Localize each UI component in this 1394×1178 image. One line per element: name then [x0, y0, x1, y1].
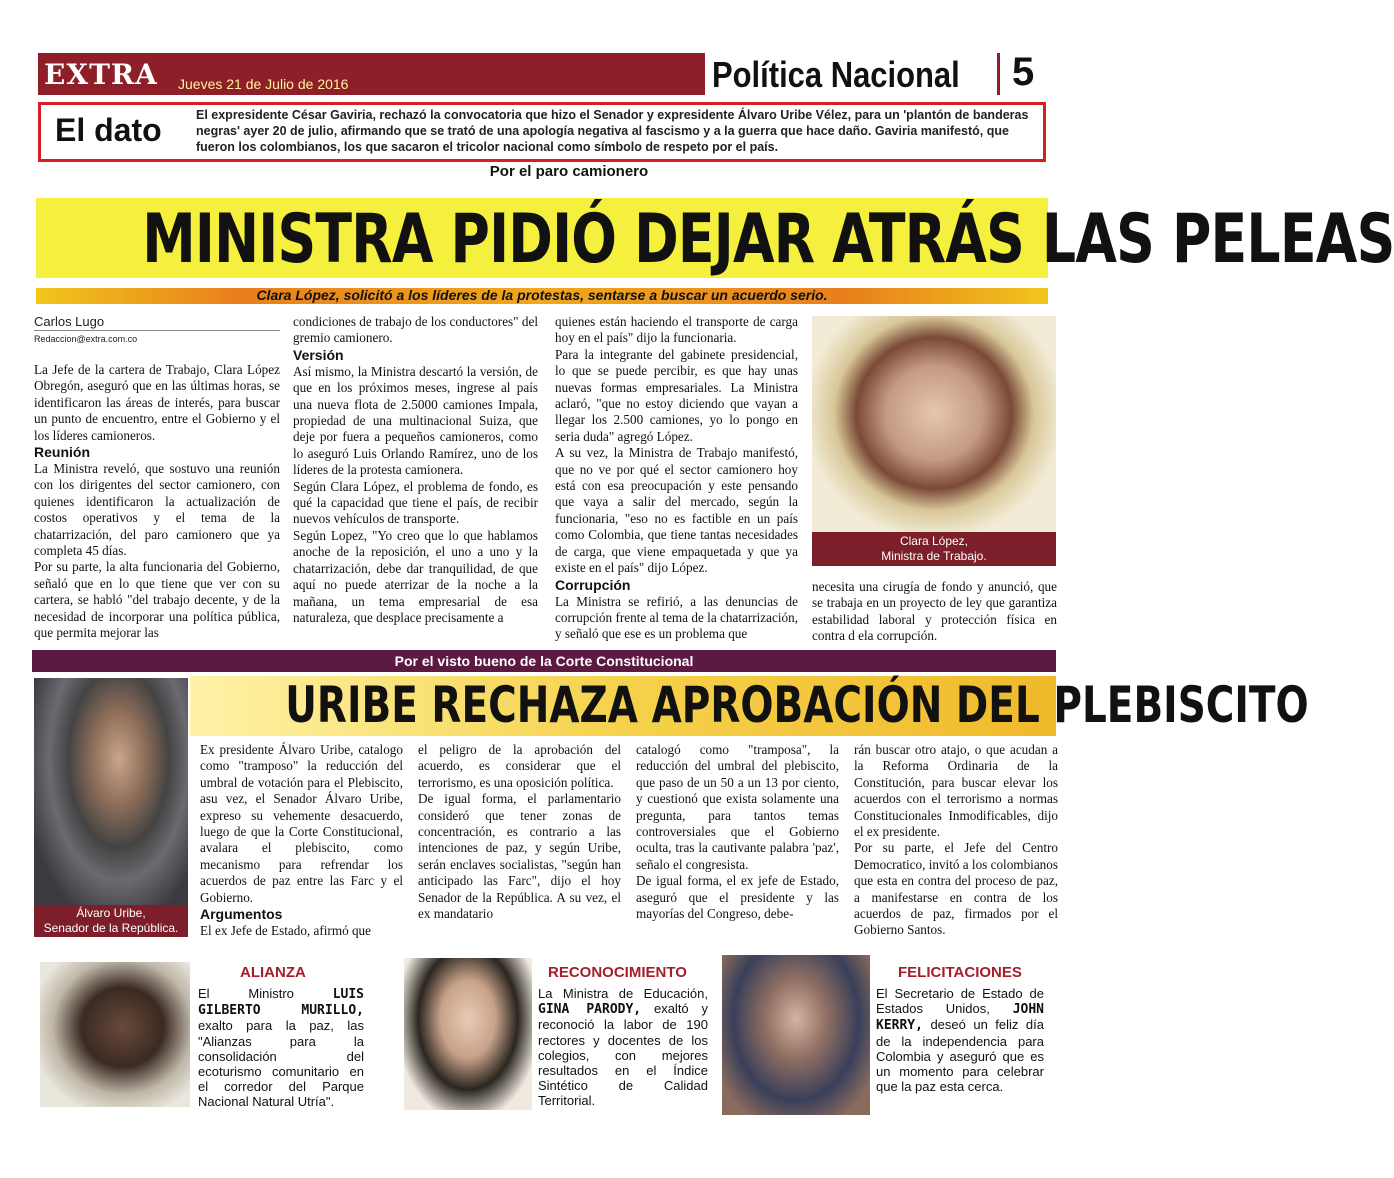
- paragraph: A su vez, la Ministra de Trabajo manifestó, que no ve por qué el sector camionero hoy está con esa preocupación y este pensando que vaya a salir del mercado, según la funcionaria, "eso no es factible en un país como Colombia, que tiene tantas necesidades de carga, que viene empaquetada y que ya existe en el país" dijo López.: [555, 445, 798, 576]
- paragraph: La Ministra reveló, que sostuvo una reunión con los dirigentes del sector camionero, con quienes identificaron la actualización de costos operativos y el tema de la chatarrización, del paro camionero que ya completa 45 días.: [34, 461, 280, 559]
- paragraph: Por su parte, la alta funcionaria del Gobierno, señaló que en lo que tiene que ver con su cartera, se habló "del trabajo decente, y de la necesidad de incorporar una política pública, que permita mejorar las: [34, 559, 280, 641]
- subheading: Reunión: [34, 444, 90, 461]
- story2-column-1: [200, 742, 403, 939]
- caption-line: Ministra de Trabajo.: [881, 549, 987, 563]
- box-heading: FELICITACIONES: [898, 964, 1022, 981]
- story1-headline: MINISTRA PIDIÓ DEJAR ATRÁS LAS PELEAS: [142, 200, 1394, 279]
- story2-headline: URIBE RECHAZA APROBACIÓN DEL PLEBISCITO: [285, 676, 1309, 734]
- paragraph: De igual forma, el ex jefe de Estado, aseguró que el presidente y las mayorías del Congreso, debe-: [636, 873, 839, 922]
- subheading: Argumentos: [200, 906, 283, 923]
- paragraph: La Ministra se refirió, a las denuncias de corrupción frente al tema de la chatarrización, y señaló que ese es un problema que: [555, 593, 798, 642]
- box-text-rest: deseó un feliz día de la independencia para Colombia y aseguró que es un momento para celebrar que la paz esta cerca.: [876, 1017, 1044, 1095]
- story1-kicker: Por el paro camionero: [489, 163, 649, 180]
- paragraph: Ex presidente Álvaro Uribe, catalogo como "tramposo" la reducción del umbral de votación para el Plebiscito, asu vez, el Senador Álvaro Uribe, expreso su vehemente desacuerdo, luego de que la Corte Constitucional, avalara el plebiscito, como mecanismo para refrendar los acuerdos de paz entre las Farc y el Gobierno.: [200, 742, 403, 905]
- caption-line: Senador de la República.: [43, 921, 179, 935]
- page-number: 5: [1012, 50, 1035, 94]
- paragraph: el peligro de la aprobación del acuerdo, es considerar que el terrorismo, es una oposición política.: [418, 742, 621, 790]
- caption-line: Álvaro Uribe,: [76, 906, 146, 920]
- story1-column-1: [34, 362, 280, 642]
- subheading: Corrupción: [555, 576, 631, 593]
- story1-column-3: [555, 314, 798, 643]
- dato-text: El expresidente César Gaviria, rechazó la convocatoria que hizo el Senador y expresidente Álvaro Uribe Vélez, para un 'plantón de banderas negras' ayer 20 de julio, afirmando que se trató de una apología negativa al fascismo y a la guerra que hace daño. Gaviria manifestó, que fueron los colombianos, los que sacaron el tricolor nacional como símbolo de respeto por el país.: [196, 108, 1029, 154]
- photo-caption: [34, 906, 188, 936]
- paragraph: catalogó como "tramposa", la reducción del umbral del plebiscito, que paso de un 50 a un 13 por ciento, y cuestionó que exista solamente una pregunta, para tantos temas controversiales que el Gobierno oculta, tras la cautivante palabra 'paz', señalo el congresista.: [636, 742, 839, 872]
- box-heading: RECONOCIMIENTO: [548, 964, 687, 981]
- gina-parody-photo: [404, 958, 532, 1110]
- author-email: Redaccion@extra.com.co: [34, 334, 138, 344]
- box-name: LUIS GILBERTO MURILLO,: [198, 987, 364, 1019]
- paragraph: condiciones de trabajo de los conductores" del gremio camionero.: [293, 314, 538, 346]
- story1-column-2: [293, 314, 538, 626]
- box-text: [876, 986, 1044, 1094]
- story2-column-3: [636, 742, 839, 922]
- story2-kicker: Por el visto bueno de la Corte Constitucional: [394, 653, 694, 669]
- author-name: Carlos Lugo: [34, 314, 105, 329]
- paragraph: quienes están haciendo el transporte de carga hoy en el país" dijo la funcionaria.: [555, 314, 798, 346]
- paragraph: rán buscar otro atajo, o que acudan a la Reforma Ordinaria de la Constitución, para buscar elevar los acuerdos con el terrorismo a normas Constitucionales Inmodificables, dijo el ex presidente.: [854, 742, 1058, 840]
- subheading: Versión: [293, 346, 344, 363]
- paragraph: De igual forma, el parlamentario consideró que tener zonas de concentración, es contrario a las intenciones de paz, y según Uribe, serán enclaves socialistas, "según han anticipado las Farc", dijo el hoy Senador de la República. A su vez, el ex mandatario: [418, 791, 621, 922]
- story1-subhead: Clara López, solicitó a los líderes de la protestas, sentarse a buscar un acuerdo serio.: [256, 287, 828, 303]
- paragraph: Así mismo, la Ministra descartó la versión, de que en los próximos meses, ingrese al país una nueva flota de 2.5000 camiones Impala, propiedad de una multinacional Suiza, que deje por fuera a pequeños camioneros, como lo aseguró Luis Orlando Ramírez, uno de los líderes de la protesta camionera.: [293, 363, 538, 478]
- paragraph: El ex Jefe de Estado, afirmó que: [200, 923, 372, 939]
- paragraph: Por su parte, el Jefe del Centro Democratico, invitó a los colombianos que esta en contra del proceso de paz, a manifestarse en contra de los acuerdos de paz, firmados por el Gobierno Santos.: [854, 840, 1058, 938]
- box-name: JOHN KERRY,: [876, 1002, 1044, 1034]
- issue-date: Jueves 21 de Julio de 2016: [178, 76, 349, 92]
- dato-label: El dato: [55, 112, 162, 148]
- box-text-rest: exaltó y reconoció la labor de 190 rectores y docentes de los colegios, con mejores resultados en el Índice Sintético de Calidad Territorial.: [538, 1001, 708, 1109]
- paragraph: Según Clara López, el problema de fondo, es qué la capacidad que tiene el país, de recibir nuevos vehículos de transporte.: [293, 478, 538, 527]
- clara-lopez-photo: [812, 316, 1056, 532]
- paragraph: Para la integrante del gabinete presidencial, lo que se puede percibir, es que hay unas nuevas formas empresariales. La Ministra aclaró, "que no estoy diciendo que vayan a llegar los 2.500 camiones, yo lo pongo en seria duda" agregó López.: [555, 346, 798, 444]
- paragraph: La Jefe de la cartera de Trabajo, Clara López Obregón, aseguró que en las últimas horas, se identificaron las áreas de interés, para buscar un punto de encuentro, entre el Gobierno y el los líderes camioneros.: [34, 362, 280, 443]
- photo-caption: [812, 534, 1056, 564]
- box-text-lead: La Ministra de Educación,: [538, 986, 708, 1001]
- box-text-lead: El Secretario de Estado de Estados Unidos,: [876, 986, 1044, 1017]
- paragraph: Según Lopez, "Yo creo que lo que hablamos anoche de la reposición, el uno a uno y la chatarrización, debe dar tranquilidad, de que aquí no puede aterrizar de la noche a la mañana, un tema empresarial de esa naturaleza, que desplace precisamente a: [293, 527, 538, 625]
- box-text: [538, 986, 708, 1109]
- story2-column-2: [418, 742, 621, 922]
- paragraph: necesita una cirugía de fondo y anunció, que se trabaja en un proyecto de ley que garantiza estabilidad laboral y protección física en contra d ela corrupción.: [812, 579, 1057, 644]
- box-text: [198, 986, 364, 1110]
- box-name: GINA PARODY,: [538, 1002, 642, 1018]
- section-title: Política Nacional: [712, 54, 960, 95]
- john-kerry-photo: [722, 955, 870, 1115]
- box-heading: ALIANZA: [240, 964, 306, 981]
- story2-column-4: [854, 742, 1058, 939]
- box-text-rest: exalto para la paz, las "Alianzas para la consolidación del ecoturismo comunitario en el corredor del Parque Nacional Natural Utría".: [198, 1018, 364, 1110]
- box-text-lead: El Ministro: [198, 986, 333, 1001]
- byline-rule: [34, 330, 280, 331]
- alvaro-uribe-photo: [34, 678, 188, 908]
- newspaper-logo: EXTRA: [44, 58, 158, 91]
- story1-column-4: [812, 579, 1057, 645]
- luis-gilberto-murillo-photo: [40, 962, 190, 1107]
- caption-line: Clara López,: [899, 534, 969, 548]
